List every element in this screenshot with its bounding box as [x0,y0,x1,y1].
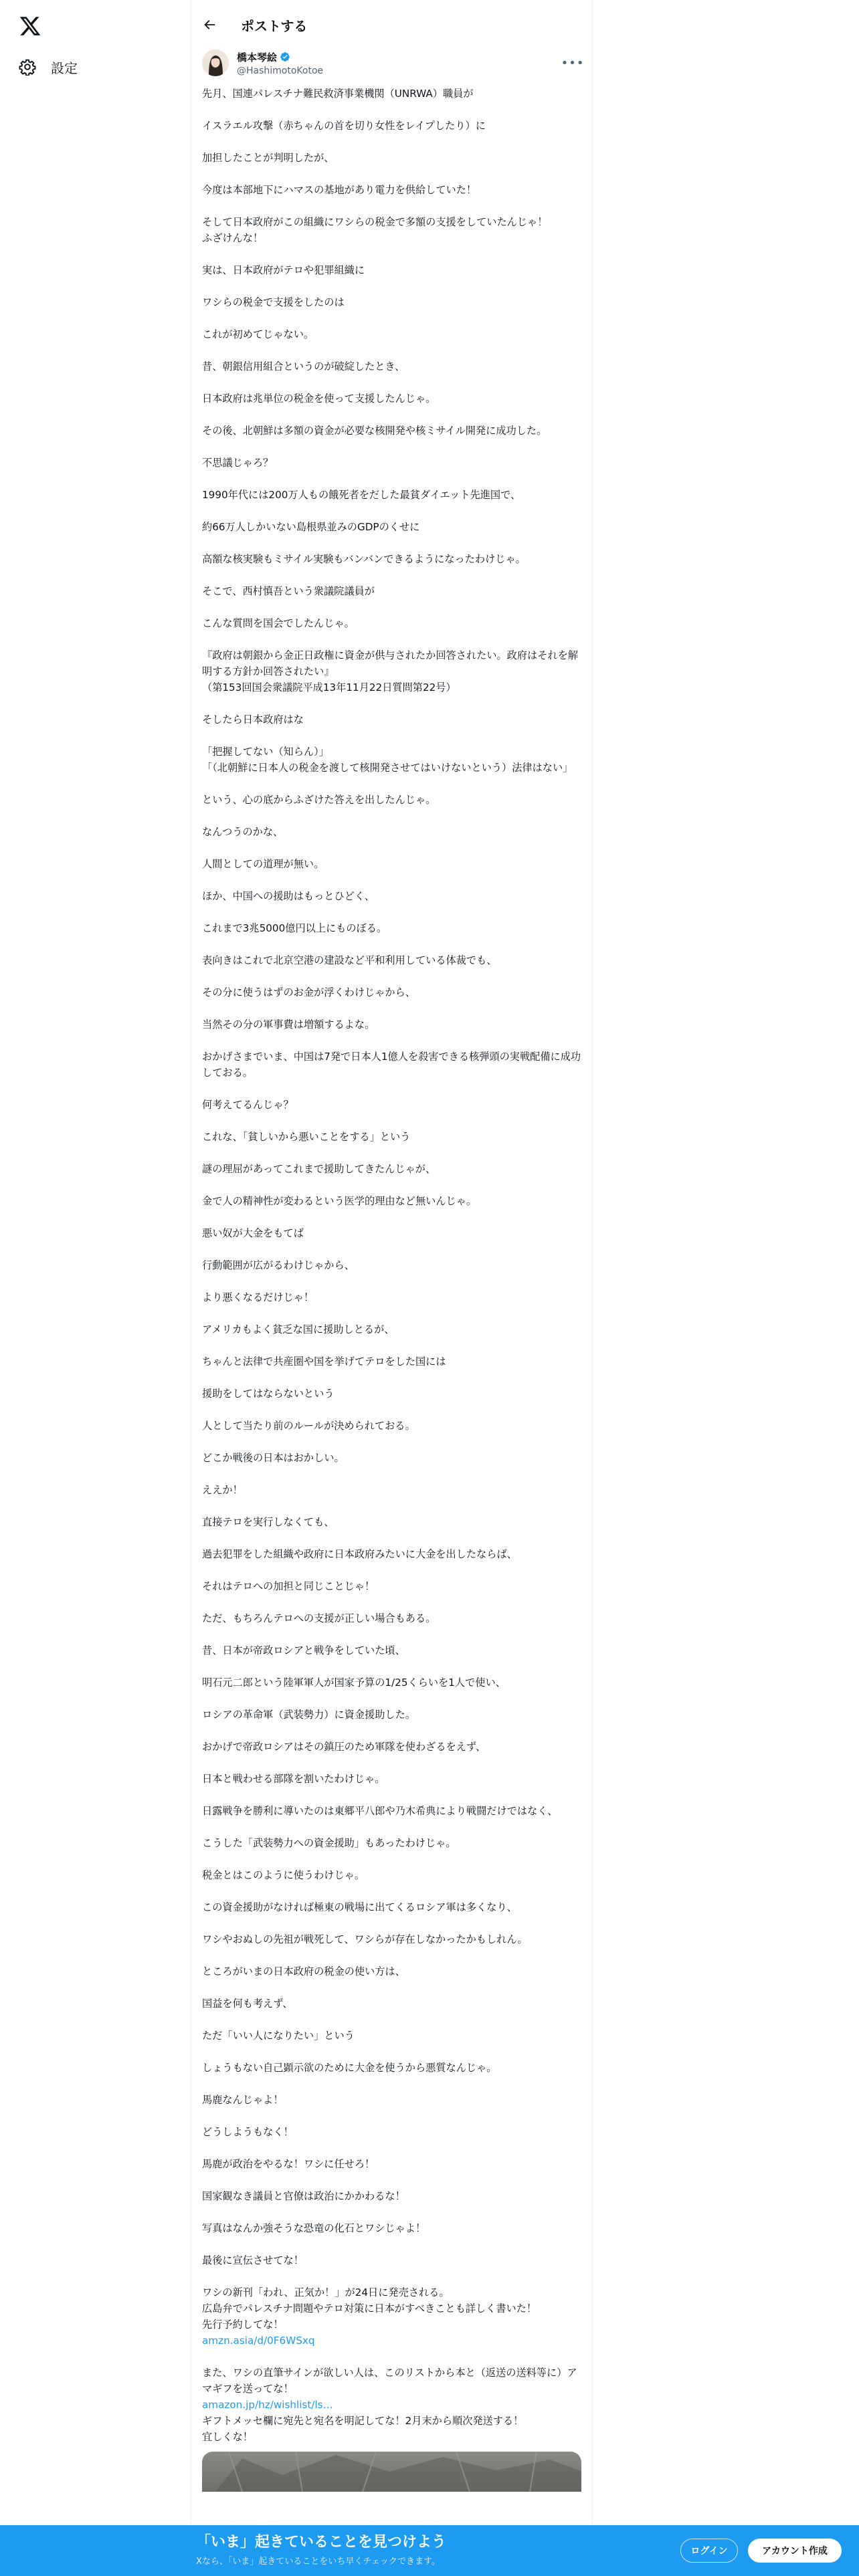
post-paragraph: 金で人の精神性が変わるという医学的理由など無いんじゃ。 [202,1195,477,1207]
promo-text: ワシの新刊「われ、正気か！」が24日に発売される。 広島弁でパレスチナ問題やテロ対策に日本がすべきことも詳しく書いた！ 先行予約してな！ [202,2286,537,2331]
post-paragraph: 謎の理屈があってこれまで援助してきたんじゃが、 [202,1163,436,1175]
verified-badge-icon [280,51,290,62]
post-paragraph: 1990年代には200万人もの餓死者をだした最貧ダイエット先進国で、 [202,489,521,501]
post-paragraph: ほか、中国への援助はもっとひどく、 [202,890,375,902]
wishlist-text: また、ワシの直筆サインが欲しい人は、このリストから本と（返送の送料等に）アマギフを送ってな！ [202,2367,577,2395]
post-paragraph: おかげさまでいま、中国は7発で日本人1億人を殺害できる核弾頭の実戦配備に成功しておる。 [202,1051,581,1079]
more-options-icon[interactable]: ••• [561,56,585,70]
settings-link[interactable] [19,53,78,80]
post-paragraph: 馬鹿が政治をやるな！ワシに任せろ！ [202,2158,375,2170]
display-name[interactable] [237,50,323,64]
promo-link[interactable]: amzn.asia/d/0F6WSxq [202,2335,315,2347]
post-paragraph: 今度は本部地下にハマスの基地があり電力を供給していた！ [202,184,477,196]
post-paragraph: おかげで帝政ロシアはその鎮圧のため軍隊を使わざるをえず、 [202,1741,486,1753]
post-paragraph: 馬鹿なんじゃよ！ [202,2094,284,2106]
page-title: ポストする [241,17,308,34]
post-paragraph: これまで3兆5000億円以上にものぼる。 [202,922,387,934]
post-paragraph: 『政府は朝銀から金正日政権に資金が供与されたか回答されたい。政府はそれを解明する方針か回答されたい』 （第153回国会衆議院平成13年11月22日質問第22号） [202,649,578,693]
settings-label: 設定 [51,60,78,76]
post-paragraph: この資金援助がなければ極東の戦場に出てくるロシア軍は多くなり、 [202,1901,517,1913]
post-paragraph: 国益を何も考えず、 [202,1998,293,2010]
post-paragraph: ただ「いい人になりたい」という [202,2030,355,2042]
post-paragraph: 日露戦争を勝利に導いたのは東郷平八郎や乃木希典により戦闘だけではなく、 [202,1805,558,1817]
post-paragraph: そしたら日本政府はな [202,714,304,726]
x-logo-icon[interactable] [19,15,41,37]
signup-banner [0,2525,859,2576]
post-paragraph: 税金とはこのように使うわけじゃ。 [202,1869,365,1881]
post-paragraph: 日本政府は兆単位の税金を使って支援したんじゃ。 [202,393,436,405]
post-paragraph: 表向きはこれで北京空港の建設など平和利用している体裁でも、 [202,954,497,966]
post-paragraph: 約66万人しかいない島根県並みのGDPのくせに [202,521,420,533]
post-paragraph: 国家観なき議員と官僚は政治にかかわるな！ [202,2190,405,2202]
left-sidebar [0,0,191,2576]
post-paragraph: その後、北朝鮮は多額の資金が必要な核開発や核ミサイル開発に成功した。 [202,425,547,437]
post-paragraph: こんな質問を国会でしたんじゃ。 [202,617,355,629]
post-author [191,44,592,82]
page-header [191,0,592,49]
post-paragraph: 「把握してない（知らん）」 「（北朝鮮に日本人の税金を渡して核開発させてはいけないという）法律はない」 [202,746,573,774]
post-paragraph: アメリカもよく貧乏な国に援助しとるが、 [202,1323,395,1335]
post-paragraph: 人間としての道理が無い。 [202,858,324,870]
post-paragraph: 直接テロを実行しなくても、 [202,1516,335,1528]
wishlist-link[interactable]: amazon.jp/hz/wishlist/ls… [202,2399,333,2411]
post-paragraph: 加担したことが判明したが、 [202,152,335,164]
post-paragraph: それはテロへの加担と同じことじゃ！ [202,1580,375,1592]
post-paragraph: 明石元二郎という陸軍軍人が国家予算の1/25くらいを1人で使い、 [202,1677,506,1689]
post-paragraph: 援助をしてはならないという [202,1388,335,1400]
post-paragraph: 写真はなんか強そうな恐竜の化石とワシじゃよ！ [202,2222,426,2234]
wishlist-block [202,2365,581,2445]
post-paragraph: 実は、日本政府がテロや犯罪組織に [202,264,365,276]
post-paragraph: ロシアの革命軍（武装勢力）に資金援助した。 [202,1709,415,1721]
banner-subtitle: Xなら、「いま」起きていることをいち早くチェックできます。 [196,2557,440,2567]
post-paragraph: しょうもない自己顕示欲のために大金を使うから悪質なんじゃ。 [202,2062,497,2074]
banner-title: 「いま」起きていることを見つけよう [196,2534,447,2551]
post-paragraph: これが初めてじゃない。 [202,328,314,340]
post-body [191,82,592,2445]
post-paragraph: 不思議じゃろ？ [202,457,274,469]
post-paragraph: どうしようもなく！ [202,2126,294,2138]
post-paragraph: これな、「貧しいから悪いことをする」という [202,1131,411,1143]
display-name-text: 橋本琴絵 [237,51,278,64]
post-paragraph: イスラエル攻撃（赤ちゃんの首を切り女性をレイプしたり）に [202,120,486,132]
post-photo[interactable] [202,2452,581,2492]
user-handle[interactable]: @HashimotoKotoe [237,65,324,76]
post-paragraph: 人として当たり前のルールが決められておる。 [202,1420,415,1432]
post-paragraph: その分に使うはずのお金が浮くわけじゃから、 [202,986,415,998]
post-paragraph: 日本と戦わせる部隊を割いたわけじゃ。 [202,1773,385,1785]
post-paragraph: 先月、国連パレスチナ難民救済事業機関（UNRWA）職員が [202,88,474,100]
post-paragraph: 行動範囲が広がるわけじゃから、 [202,1259,355,1271]
post-paragraph: 何考えてるんじゃ？ [202,1099,294,1111]
post-paragraph: 最後に宣伝させてな！ [202,2254,304,2266]
post-paragraph: 過去犯罪をした組織や政府に日本政府みたいに大金を出したならば、 [202,1548,517,1560]
post-paragraph: ええか！ [202,1484,243,1496]
post-paragraph: という、心の底からふざけた答えを出したんじゃ。 [202,794,436,806]
back-arrow-icon[interactable] [202,17,217,32]
post-paragraph: ワシやおぬしの先祖が戦死して、ワシらが存在しなかったかもしれん。 [202,1933,528,1945]
post-paragraph: そこで、西村慎吾という衆議院議員が [202,585,375,597]
post-paragraph: ところがいまの日本政府の税金の使い方は、 [202,1965,405,1977]
post-paragraph: より悪くなるだけじゃ！ [202,1291,314,1303]
main-column [191,0,593,2576]
login-button[interactable]: ログイン [680,2539,738,2563]
post-paragraph: 昔、朝銀信用組合というのが破綻したとき、 [202,360,405,372]
signup-button[interactable]: アカウント作成 [748,2539,842,2563]
gear-icon [19,58,36,76]
post-paragraph: 悪い奴が大金をもてば [202,1227,304,1239]
avatar[interactable] [202,49,229,76]
post-paragraph: こうした「武装勢力への資金援助」もあったわけじゃ。 [202,1837,456,1849]
post-paragraph: 昔、日本が帝政ロシアと戦争をしていた頃、 [202,1644,405,1656]
post-paragraph: なんつうのかな、 [202,826,284,838]
post-paragraph: 当然その分の軍事費は増額するよな。 [202,1018,375,1031]
post-paragraph: ちゃんと法律で共産圏や国を挙げてテロをした国には [202,1356,446,1368]
promo-block [202,2284,581,2349]
post-paragraph: ただ、もちろんテロへの支援が正しい場合もある。 [202,1612,436,1624]
post-paragraph: どこか戦後の日本はおかしい。 [202,1452,345,1464]
post-paragraph: ワシらの税金で支援をしたのは [202,296,345,308]
post-paragraph: 高額な核実験もミサイル実験もバンバンできるようになったわけじゃ。 [202,553,526,565]
post-paragraph: そして日本政府がこの組織にワシらの税金で多額の支援をしていたんじゃ！ ふざけんな！ [202,216,548,244]
closing-text: ギフトメッセ欄に宛先と宛名を明記してな！2月末から順次発送する！ 宜しくな！ [202,2415,524,2443]
